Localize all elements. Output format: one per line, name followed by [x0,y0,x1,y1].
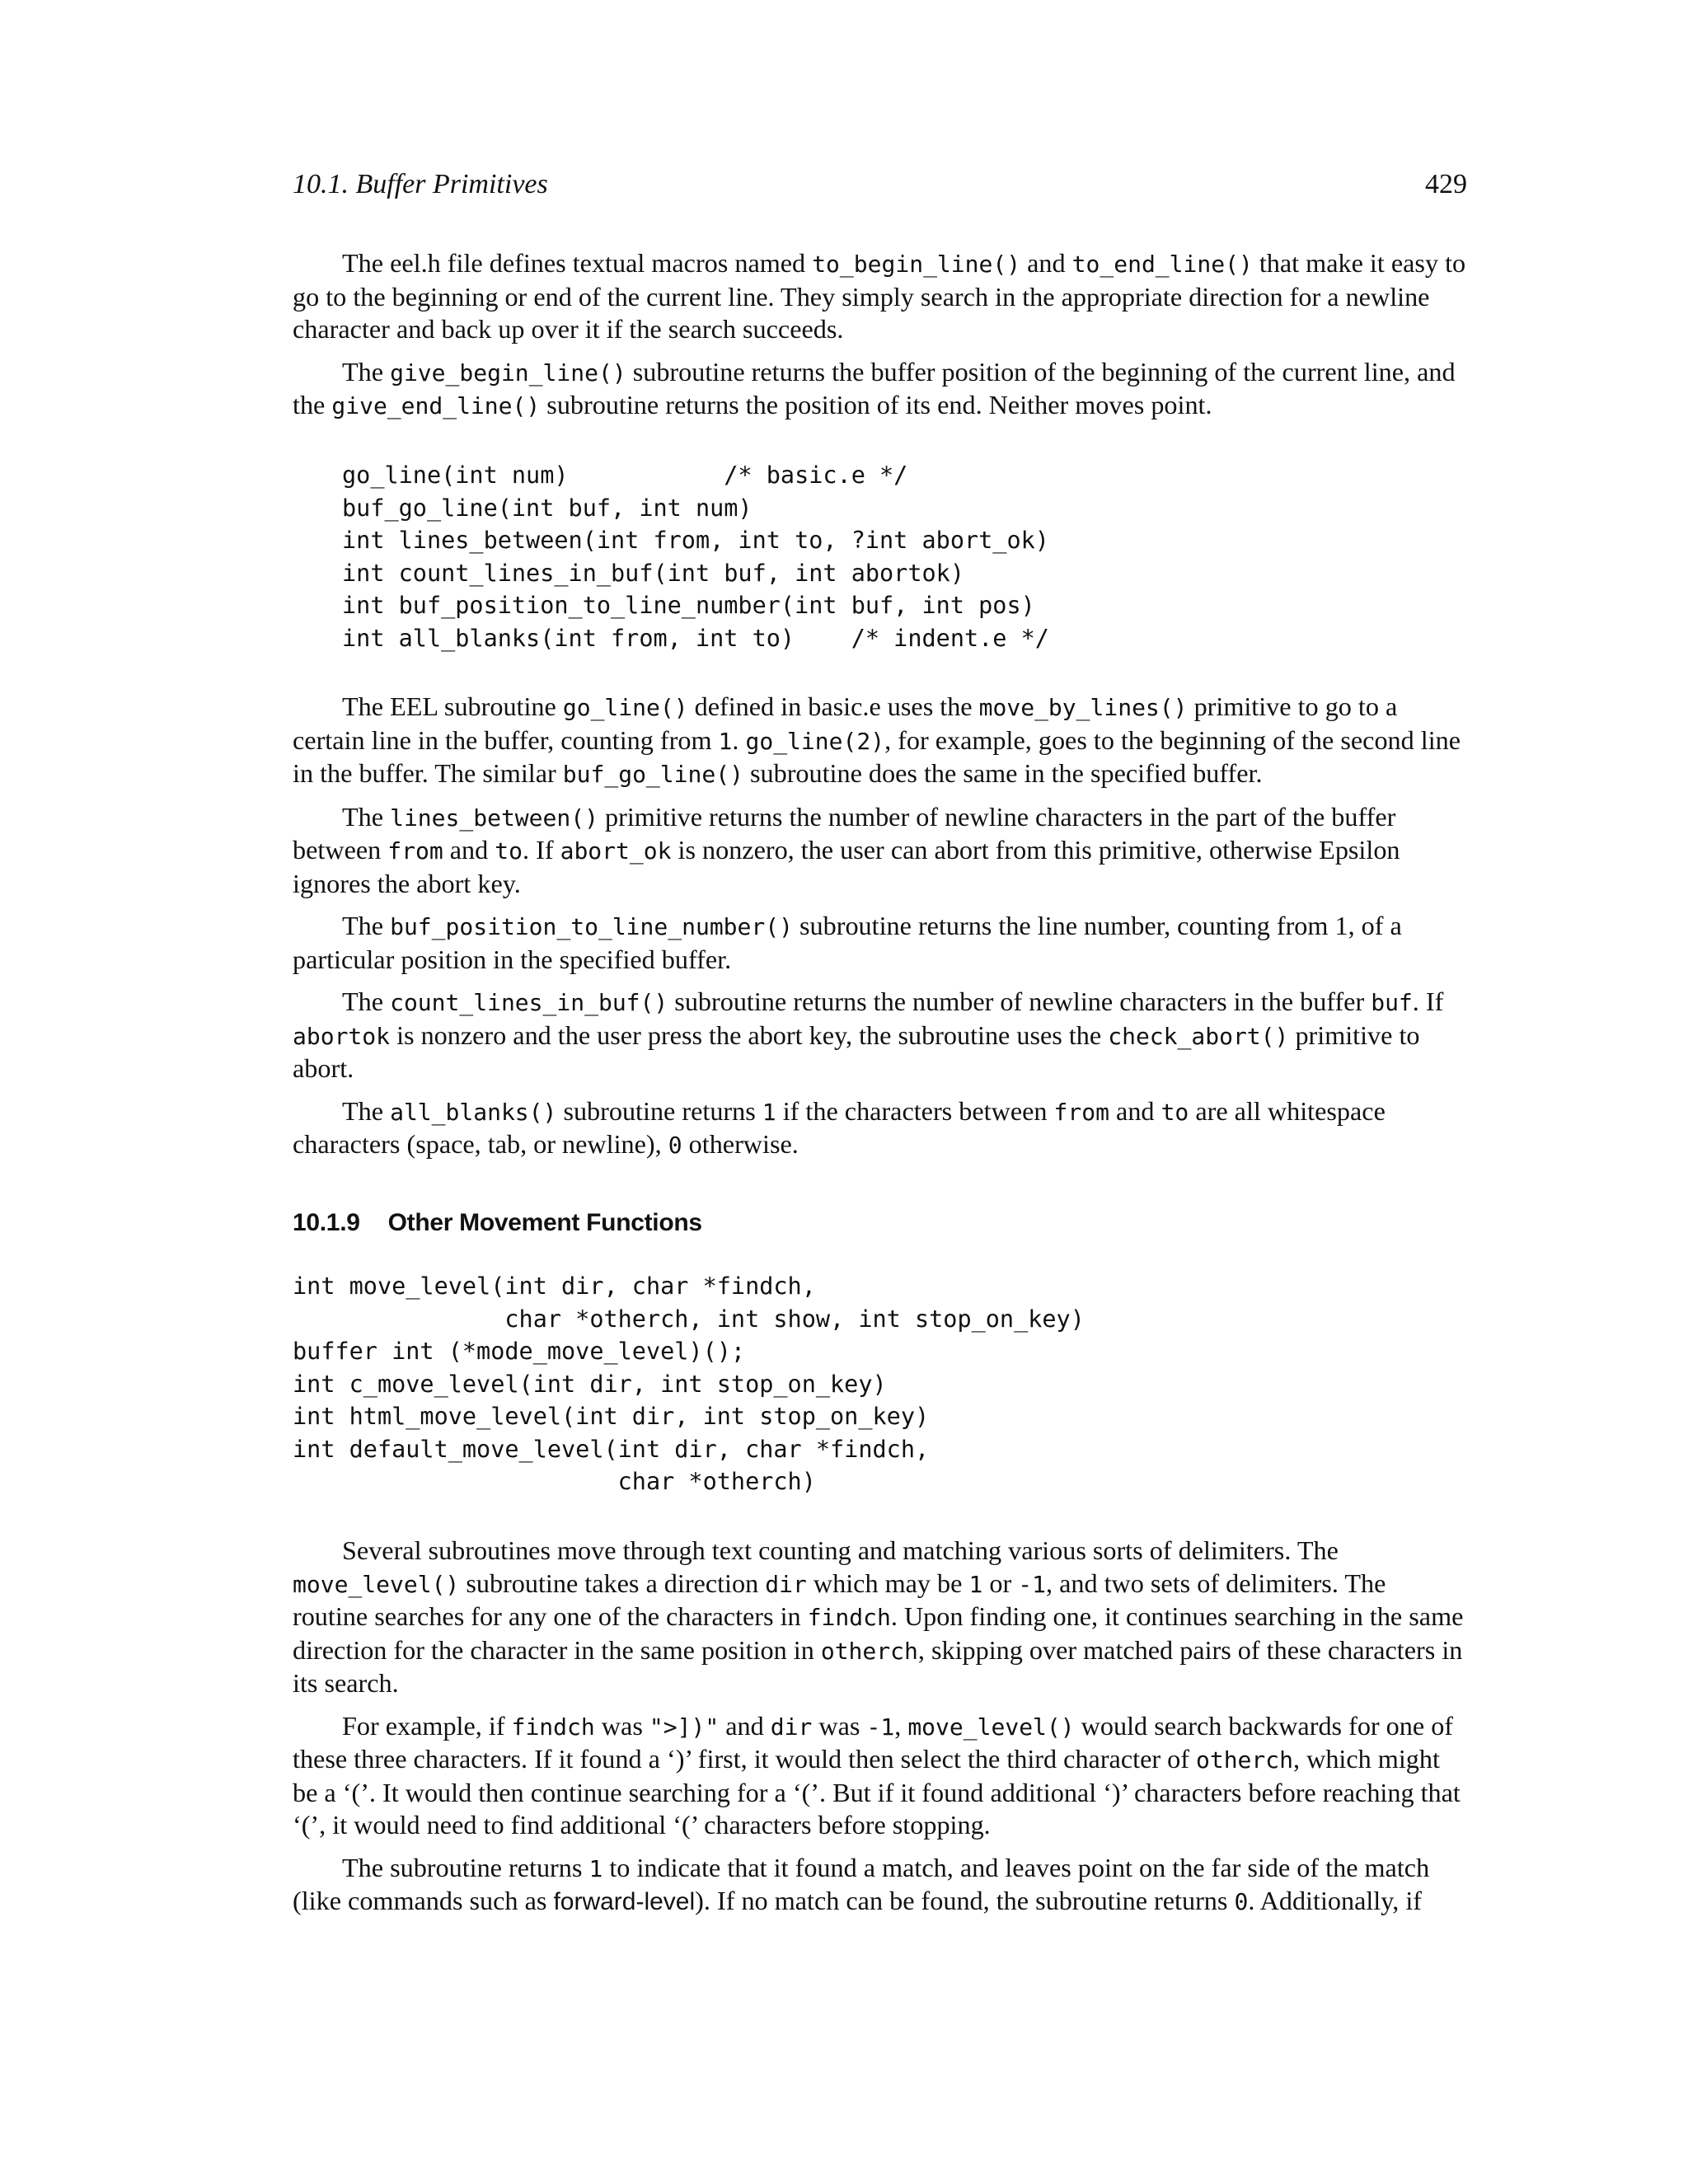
text-run: to indicate that it found a match, and leaves point on the far side of the match (like commands such as [293,1852,1430,1915]
inline-code: count_lines_in_buf() [390,989,668,1016]
code-block-move-level: int move_level(int dir, char *findch, char *otherch, int show, int stop_on_key) buffer int (*mode_move_level)(); int c_move_level(int dir, int stop_on_key) int html_move_level(int dir, int stop_on_key) int default_move_level(int dir, char *findch, char *otherch) [293,1272,1085,1495]
text-run: subroutine returns the number of newline characters in the buffer [668,987,1372,1016]
text-run: For example, if [342,1710,512,1741]
text-run: and [1020,248,1072,278]
inline-code: 1 [718,727,733,755]
text-run: subroutine returns the line number, counting from 1, of a particular position in the specified buffer. [293,911,1402,974]
inline-code: to_begin_line() [812,251,1021,278]
text-run: would search backwards for one of these three characters. If it found a ‘)’ first, it would then select the third character of [293,1710,1454,1774]
paragraph [293,1852,1467,1919]
text-run: Several subroutines move through text counting and matching various sorts of delimiters. The [342,1535,1339,1565]
running-header [293,169,1467,205]
text-run: The subroutine returns [342,1852,589,1882]
text-run: subroutine does the same in the specified buffer. [743,758,1263,788]
inline-code: abort_ok [560,837,672,865]
inline-code: buf [1371,989,1413,1016]
text-run: ). If no match can be found, the subroutine returns [695,1886,1235,1915]
subsection-heading [293,1209,702,1237]
inline-code: 0 [1234,1888,1249,1915]
inline-code: ">])" [649,1713,720,1741]
text-run: are all whitespace characters (space, tab, or newline), [293,1095,1386,1159]
text-run: is nonzero, the user can abort from this primitive, otherwise Epsilon ignores the abort key. [293,835,1400,898]
inline-code: -1 [1018,1570,1046,1598]
text-run: , [894,1710,908,1741]
paragraph [293,247,1467,346]
page-number: 429 [1425,169,1467,199]
paragraph [293,910,1467,976]
inline-code: abortok [293,1022,391,1050]
text-run: primitive returns the number of newline characters in the part of the buffer between [293,801,1396,865]
text-run: The [342,356,391,387]
text-run: if the characters between [776,1095,1054,1126]
text-run: is nonzero and the user press the abort key, the subroutine uses the [390,1019,1109,1050]
text-run: . If [1412,987,1444,1016]
text-run: . [732,724,746,755]
text-run: The [342,801,391,832]
text-run: The eel.h file defines textual macros named [342,248,813,278]
inline-code: otherch [820,1637,918,1665]
inline-code: move_level() [293,1570,460,1598]
paragraph [293,1535,1467,1700]
command-name: forward-level [553,1888,696,1915]
inline-code: lines_between() [390,804,598,832]
inline-code: move_by_lines() [978,694,1188,721]
text-run: subroutine takes a direction [459,1568,766,1598]
inline-code: 1 [588,1854,603,1882]
paragraph [293,691,1467,791]
subsection-number: 10.1.9 [293,1209,360,1236]
text-run: . If [523,835,560,865]
paragraph [293,986,1467,1085]
inline-code: buf_position_to_line_number() [390,913,793,940]
inline-code: to_end_line() [1071,251,1253,278]
paragraph [293,1095,1467,1162]
text-run: and [443,835,495,865]
text-run: defined in basic.e uses the [687,691,979,721]
text-run: was [594,1710,649,1741]
inline-code: dir [765,1570,807,1598]
inline-code: from [387,837,443,865]
text-run: subroutine returns [556,1095,762,1126]
inline-code: findch [511,1713,595,1741]
intro-paragraphs [293,247,1467,423]
inline-code: findch [807,1604,891,1631]
line-function-paragraphs [293,691,1467,1162]
inline-code: give_end_line() [331,392,541,419]
text-run: was [812,1710,867,1741]
text-run: The EEL subroutine [342,691,563,721]
text-run: primitive to go to a certain line in the buffer, counting from [293,691,1398,755]
inline-code: -1 [866,1713,895,1741]
paragraph [293,356,1467,423]
paragraph [293,801,1467,901]
inline-code: go_line() [562,694,688,721]
inline-code: give_begin_line() [390,359,626,387]
inline-code: dir [770,1713,813,1741]
text-run: subroutine returns the buffer position of the beginning of the current line, and the [293,356,1456,419]
text-run: otherwise. [682,1129,799,1159]
text-run: , and two sets of delimiters. The routine searches for any one of the characters in [293,1568,1386,1631]
paragraph [293,1710,1467,1842]
inline-code: check_abort() [1108,1022,1289,1050]
text-run: , skipping over matched pairs of these characters in its search. [293,1634,1463,1698]
code-block-line-functions: go_line(int num) /* basic.e */ buf_go_line(int buf, int num) int lines_between(int from, int to, ?int abort_ok) int count_lines_in_buf(int buf, int abortok) int buf_position_to_line_number(int buf, int pos) int all_blanks(int from, int to) /* indent.e */ [342,462,1049,652]
inline-code: to [1160,1098,1189,1126]
text-run: The [342,911,391,940]
inline-code: 1 [762,1098,776,1126]
text-run: and [719,1710,771,1741]
text-run: The [342,1095,391,1126]
inline-code: buf_go_line() [562,761,743,788]
text-run: primitive to abort. [293,1019,1420,1083]
move-level-paragraphs [293,1535,1467,1919]
text-run: , for example, goes to the beginning of the second line in the buffer. The similar [293,724,1461,788]
text-run: subroutine returns the position of its end. Neither moves point. [540,390,1212,419]
text-run: . Upon finding one, it continues searching in the same direction for the character in the same position in [293,1601,1464,1665]
inline-code: otherch [1195,1746,1293,1774]
section-title: 10.1. Buffer Primitives [293,169,548,199]
subsection-title: Other Movement Functions [387,1209,702,1236]
text-run: , which might be a ‘(’. It would then continue searching for a ‘(’. But if it found additional ‘)’ characters before reaching that ‘(’, it would need to find additional ‘(’ characters before stopping. [293,1744,1461,1840]
inline-code: to [495,837,523,865]
inline-code: go_line(2) [745,727,885,755]
inline-code: move_level() [907,1713,1075,1741]
inline-code: from [1053,1098,1109,1126]
text-run: that make it easy to go to the beginning or end of the current line. They simply search in the appropriate direction for a newline character and back up over it if the search succeeds. [293,248,1466,344]
inline-code: 1 [968,1570,983,1598]
text-run: The [342,987,391,1016]
inline-code: all_blanks() [390,1098,557,1126]
text-run: or [982,1568,1019,1598]
inline-code: 0 [668,1132,682,1159]
text-run: and [1109,1095,1161,1126]
text-run: . Additionally, if [1248,1886,1423,1915]
text-run: which may be [806,1568,969,1598]
